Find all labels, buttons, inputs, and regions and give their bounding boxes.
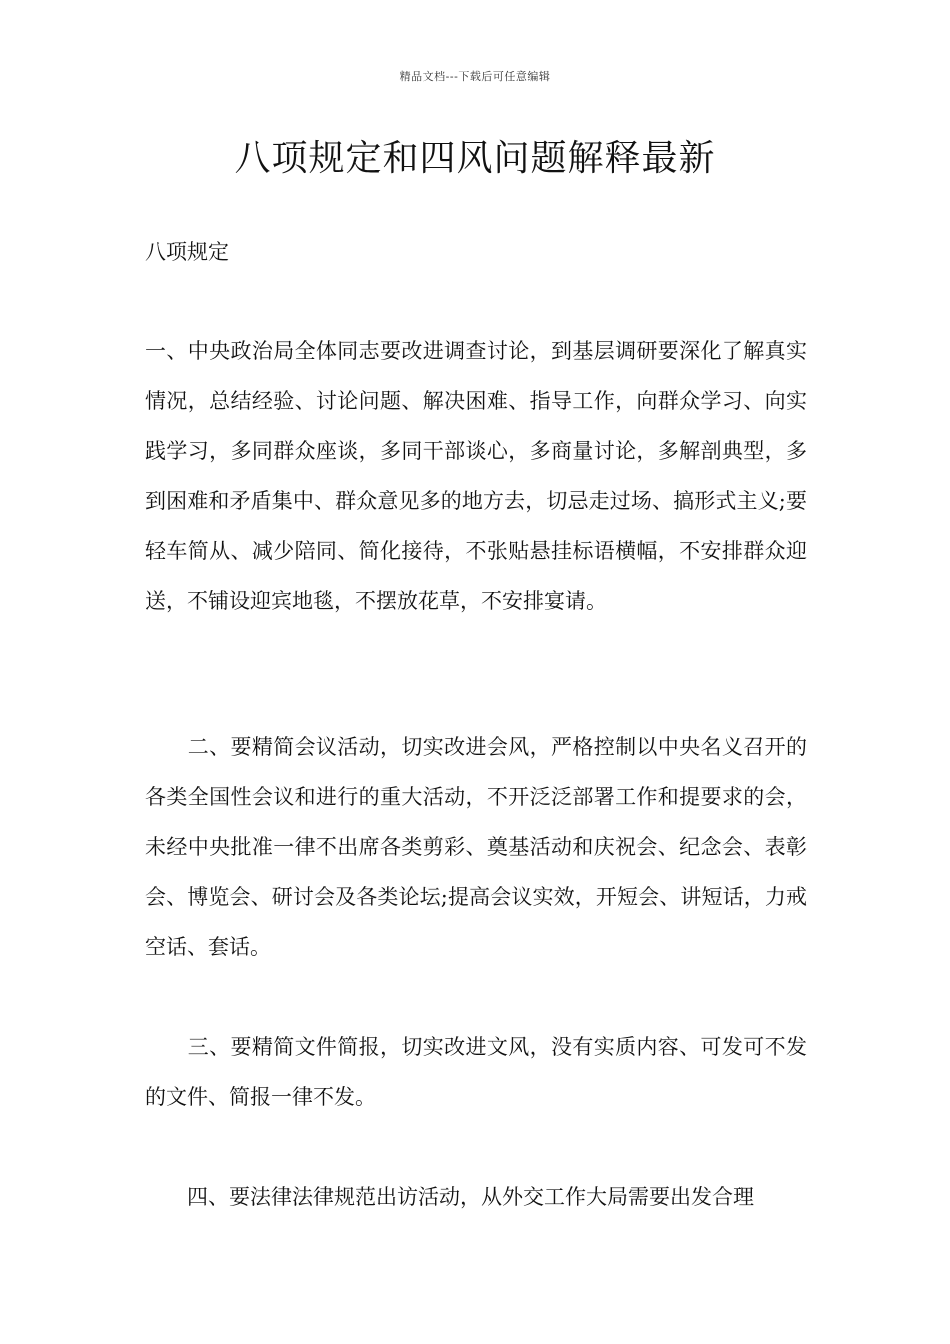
- paragraph-2: 二、要精简会议活动，切实改进会风，严格控制以中央名义召开的各类全国性会议和进行的重大活动，不开泛泛部署工作和提要求的会，未经中央批准一律不出席各类剪彩、奠基活动和庆祝会、纪念会、表彰会、博览会、研讨会及各类论坛;提高会议实效，开短会、讲短话，力戒空话、套话。: [145, 735, 807, 959]
- section-heading: 八项规定: [145, 240, 229, 264]
- paragraph-3: 三、要精简文件简报，切实改进文风，没有实质内容、可发可不发的文件、简报一律不发。: [145, 1035, 807, 1109]
- header-note: 精品文档---下载后可任意编辑: [399, 70, 551, 83]
- paragraph-1: 一、中央政治局全体同志要改进调查讨论，到基层调研要深化了解真实情况，总结经验、讨论问题、解决困难、指导工作，向群众学习、向实践学习，多同群众座谈，多同干部谈心，多商量讨论，多解剖典型，多到困难和矛盾集中、群众意见多的地方去，切忌走过场、搞形式主义;要轻车简从、减少陪同、简化接待，不张贴悬挂标语横幅，不安排群众迎送，不铺设迎宾地毯，不摆放花草，不安排宴请。: [145, 339, 807, 613]
- document-title: 八项规定和四风问题解释最新: [234, 138, 716, 179]
- paragraph-4: 四、要法律法律规范出访活动，从外交工作大局需要出发合理: [145, 1185, 754, 1209]
